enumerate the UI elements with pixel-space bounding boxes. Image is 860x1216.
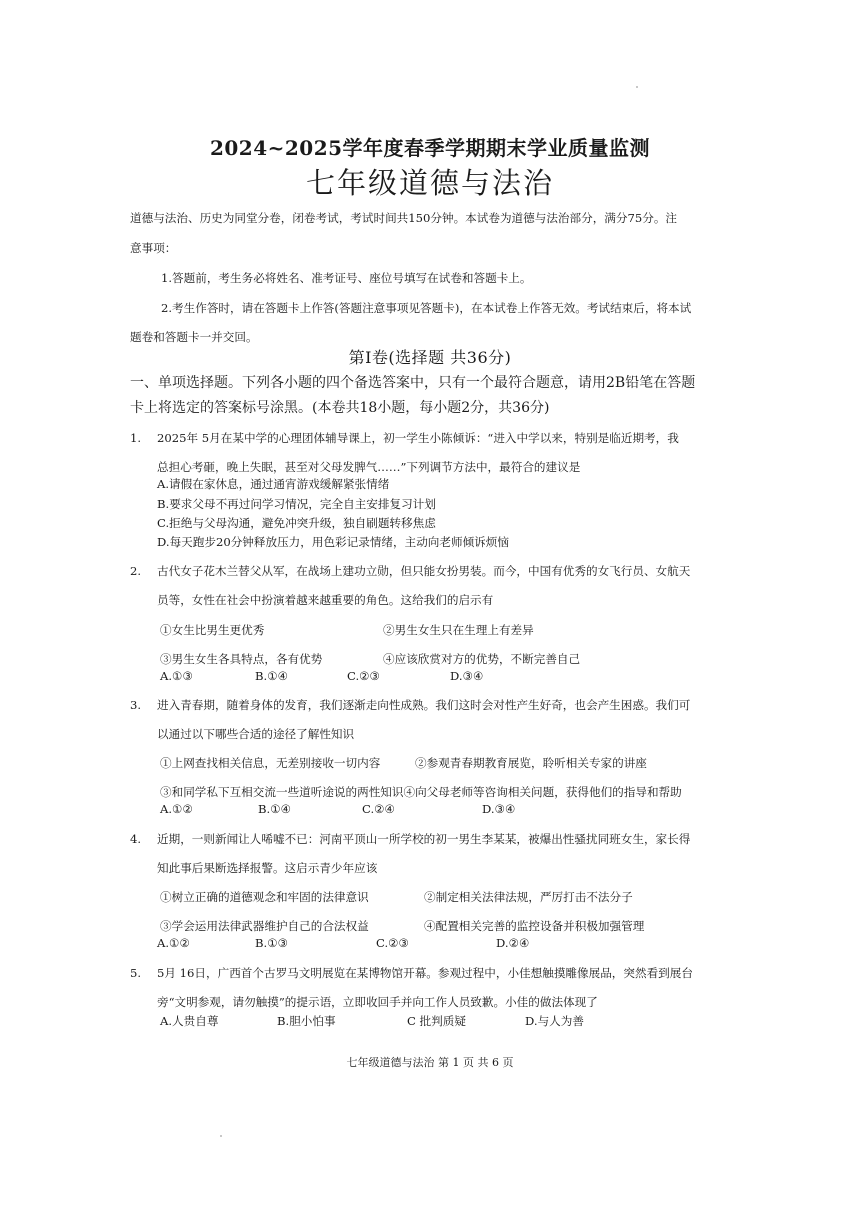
question-stem: 总担心考砸，晚上失眠，甚至对父母发脾气……”下列调节方法中，最符合的建议是	[157, 460, 581, 474]
answer-c: C.②④	[362, 802, 395, 816]
question-number: 1.	[130, 431, 142, 445]
question-stem: 员等，女性在社会中扮演着越来越重要的角色。这给我们的启示有	[157, 593, 494, 607]
answer-c: C.②③	[376, 936, 409, 950]
statement-item: ①上网查找相关信息，无差别接收一切内容	[160, 756, 381, 770]
statement-item: ④配置相关完善的监控设备并积极加强管理	[424, 919, 645, 933]
answer-d: D.与人为善	[525, 1014, 584, 1028]
option-b: B.要求父母不再过问学习情况，完全自主安排复习计划	[157, 497, 436, 511]
answer-c: C.②③	[347, 669, 380, 683]
statement-item: ②男生女生只在生理上有差异	[383, 623, 534, 637]
answer-d: D.③④	[482, 802, 516, 816]
exam-title: 2024~2025学年度春季学期期末学业质量监测	[209, 136, 651, 160]
answer-c: C 批判质疑	[407, 1014, 466, 1028]
option-d: D.每天跑步20分钟释放压力，用色彩记录情绪，主动向老师倾诉烦恼	[157, 535, 509, 549]
question-stem: 5月 16日，广西首个古罗马文明展览在某博物馆开幕。参观过程中，小佳想触摸雕像展品，突然看到展台	[157, 966, 693, 980]
subject-title: 七年级道德与法治	[305, 166, 554, 200]
option-c: C.拒绝与父母沟通，避免冲突升级，独自刷题转移焦虑	[157, 516, 436, 530]
answer-a: A.人贵自尊	[160, 1014, 219, 1028]
question-number: 3.	[130, 698, 142, 712]
section-instruction-line-1: 一、单项选择题。下列各小题的四个备选答案中，只有一个最符合题意，请用2B铅笔在答题	[130, 375, 696, 391]
statement-item: ②参观青春期教育展览，聆听相关专家的讲座	[415, 756, 647, 770]
question-stem: 近期，一则新闻让人唏嘘不已：河南平顶山一所学校的初一男生李某某，被爆出性骚扰同班女生，家长得	[157, 832, 691, 846]
answer-b: B.①④	[255, 669, 288, 683]
answer-d: D.③④	[450, 669, 484, 683]
scan-speck	[220, 1135, 222, 1137]
answer-a: A.①③	[160, 669, 193, 683]
statement-item: ①树立正确的道德观念和牢固的法律意识	[160, 890, 369, 904]
section-title: 第Ⅰ卷(选择题 共36分)	[348, 348, 512, 367]
statement-item: ②制定相关法律法规，严厉打击不法分子	[424, 890, 633, 904]
intro-line-1: 道德与法治、历史为同堂分卷，闭卷考试，考试时间共150分钟。本试卷为道德与法治部分，满分75分。注	[130, 211, 678, 225]
section-instruction-line-2: 卡上将选定的答案标号涂黑。(本卷共18小题，每小题2分，共36分)	[130, 400, 550, 416]
answer-b: B.①④	[258, 802, 291, 816]
question-number: 4.	[130, 832, 142, 846]
note-2-line-2: 题卷和答题卡一并交回。	[130, 330, 258, 344]
scan-speck	[636, 86, 638, 88]
note-1: 1.答题前，考生务必将姓名、准考证号、座位号填写在试卷和答题卡上。	[161, 271, 532, 285]
question-stem: 2025年 5月在某中学的心理团体辅导课上，初一学生小陈倾诉：“进入中学以来，特别是临近期考，我	[157, 431, 679, 445]
answer-a: A.①②	[160, 802, 193, 816]
statement-item: ④应该欣赏对方的优势，不断完善自己	[383, 652, 581, 666]
statement-item: ③和同学私下互相交流一些道听途说的两性知识④向父母老师等咨询相关问题，获得他们的指导和帮助	[160, 785, 682, 799]
statement-item: ③学会运用法律武器维护自己的合法权益	[160, 919, 369, 933]
question-stem: 古代女子花木兰替父从军，在战场上建功立勋，但只能女扮男装。而今，中国有优秀的女飞行员、女航天	[157, 564, 691, 578]
statement-item: ①女生比男生更优秀	[160, 623, 265, 637]
question-stem: 知此事后果断选择报警。这启示青少年应该	[157, 861, 378, 875]
statement-item: ③男生女生各具特点，各有优势	[160, 652, 323, 666]
answer-b: B.胆小怕事	[277, 1014, 336, 1028]
question-number: 2.	[130, 564, 142, 578]
intro-line-2: 意事项：	[130, 241, 177, 255]
page-footer: 七年级道德与法治 第 1 页 共 6 页	[346, 1056, 514, 1069]
question-number: 5.	[130, 966, 142, 980]
question-stem: 旁“文明参观，请勿触摸”的提示语，立即收回手并向工作人员致歉。小佳的做法体现了	[157, 995, 598, 1009]
question-stem: 进入青春期，随着身体的发育，我们逐渐走向性成熟。我们这时会对性产生好奇，也会产生困惑。我们可	[157, 698, 691, 712]
note-2-line-1: 2.考生作答时，请在答题卡上作答(答题注意事项见答题卡)，在本试卷上作答无效。考试结束后，将本试	[161, 301, 692, 315]
answer-b: B.①③	[255, 936, 288, 950]
question-stem: 以通过以下哪些合适的途径了解性知识	[157, 727, 355, 741]
option-a: A.请假在家休息，通过通宵游戏缓解紧张情绪	[157, 477, 390, 491]
answer-a: A.①②	[157, 936, 190, 950]
answer-d: D.②④	[496, 936, 530, 950]
